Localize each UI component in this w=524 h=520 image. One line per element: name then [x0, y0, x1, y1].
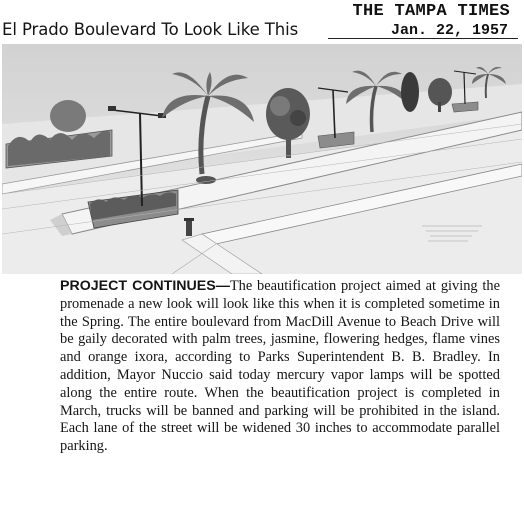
newspaper-date: Jan. 22, 1957 — [390, 22, 508, 39]
boulevard-sketch-illustration — [2, 44, 522, 274]
newspaper-name: THE TAMPA TIMES — [352, 2, 510, 21]
boulevard-sketch-photo — [2, 44, 522, 274]
handwritten-headline: El Prado Boulevard To Look Like This — [2, 20, 299, 39]
caption-body: The beautification project aimed at giving the promenade a new look will look like this when it is completed sometime in the Spring. The entire boulevard from MacDill Avenue to Beach Drive will be gaily decorated with palm trees, jasmine, flowering hedges, flame vines and orange ixora, according to Parks Superintendent B. B. Bradley. In addition, Mayor Nuccio said today mercury vapor lamps will be spotted along the entire route. When the beautification project is completed in March, trucks will be banned and parking will be prohibited in the island. Each lane of the street will be widened 30 inches to accommodate parallel parking. — [60, 278, 500, 455]
photo-caption — [60, 278, 500, 456]
caption-lead: PROJECT CONTINUES— — [60, 278, 230, 294]
